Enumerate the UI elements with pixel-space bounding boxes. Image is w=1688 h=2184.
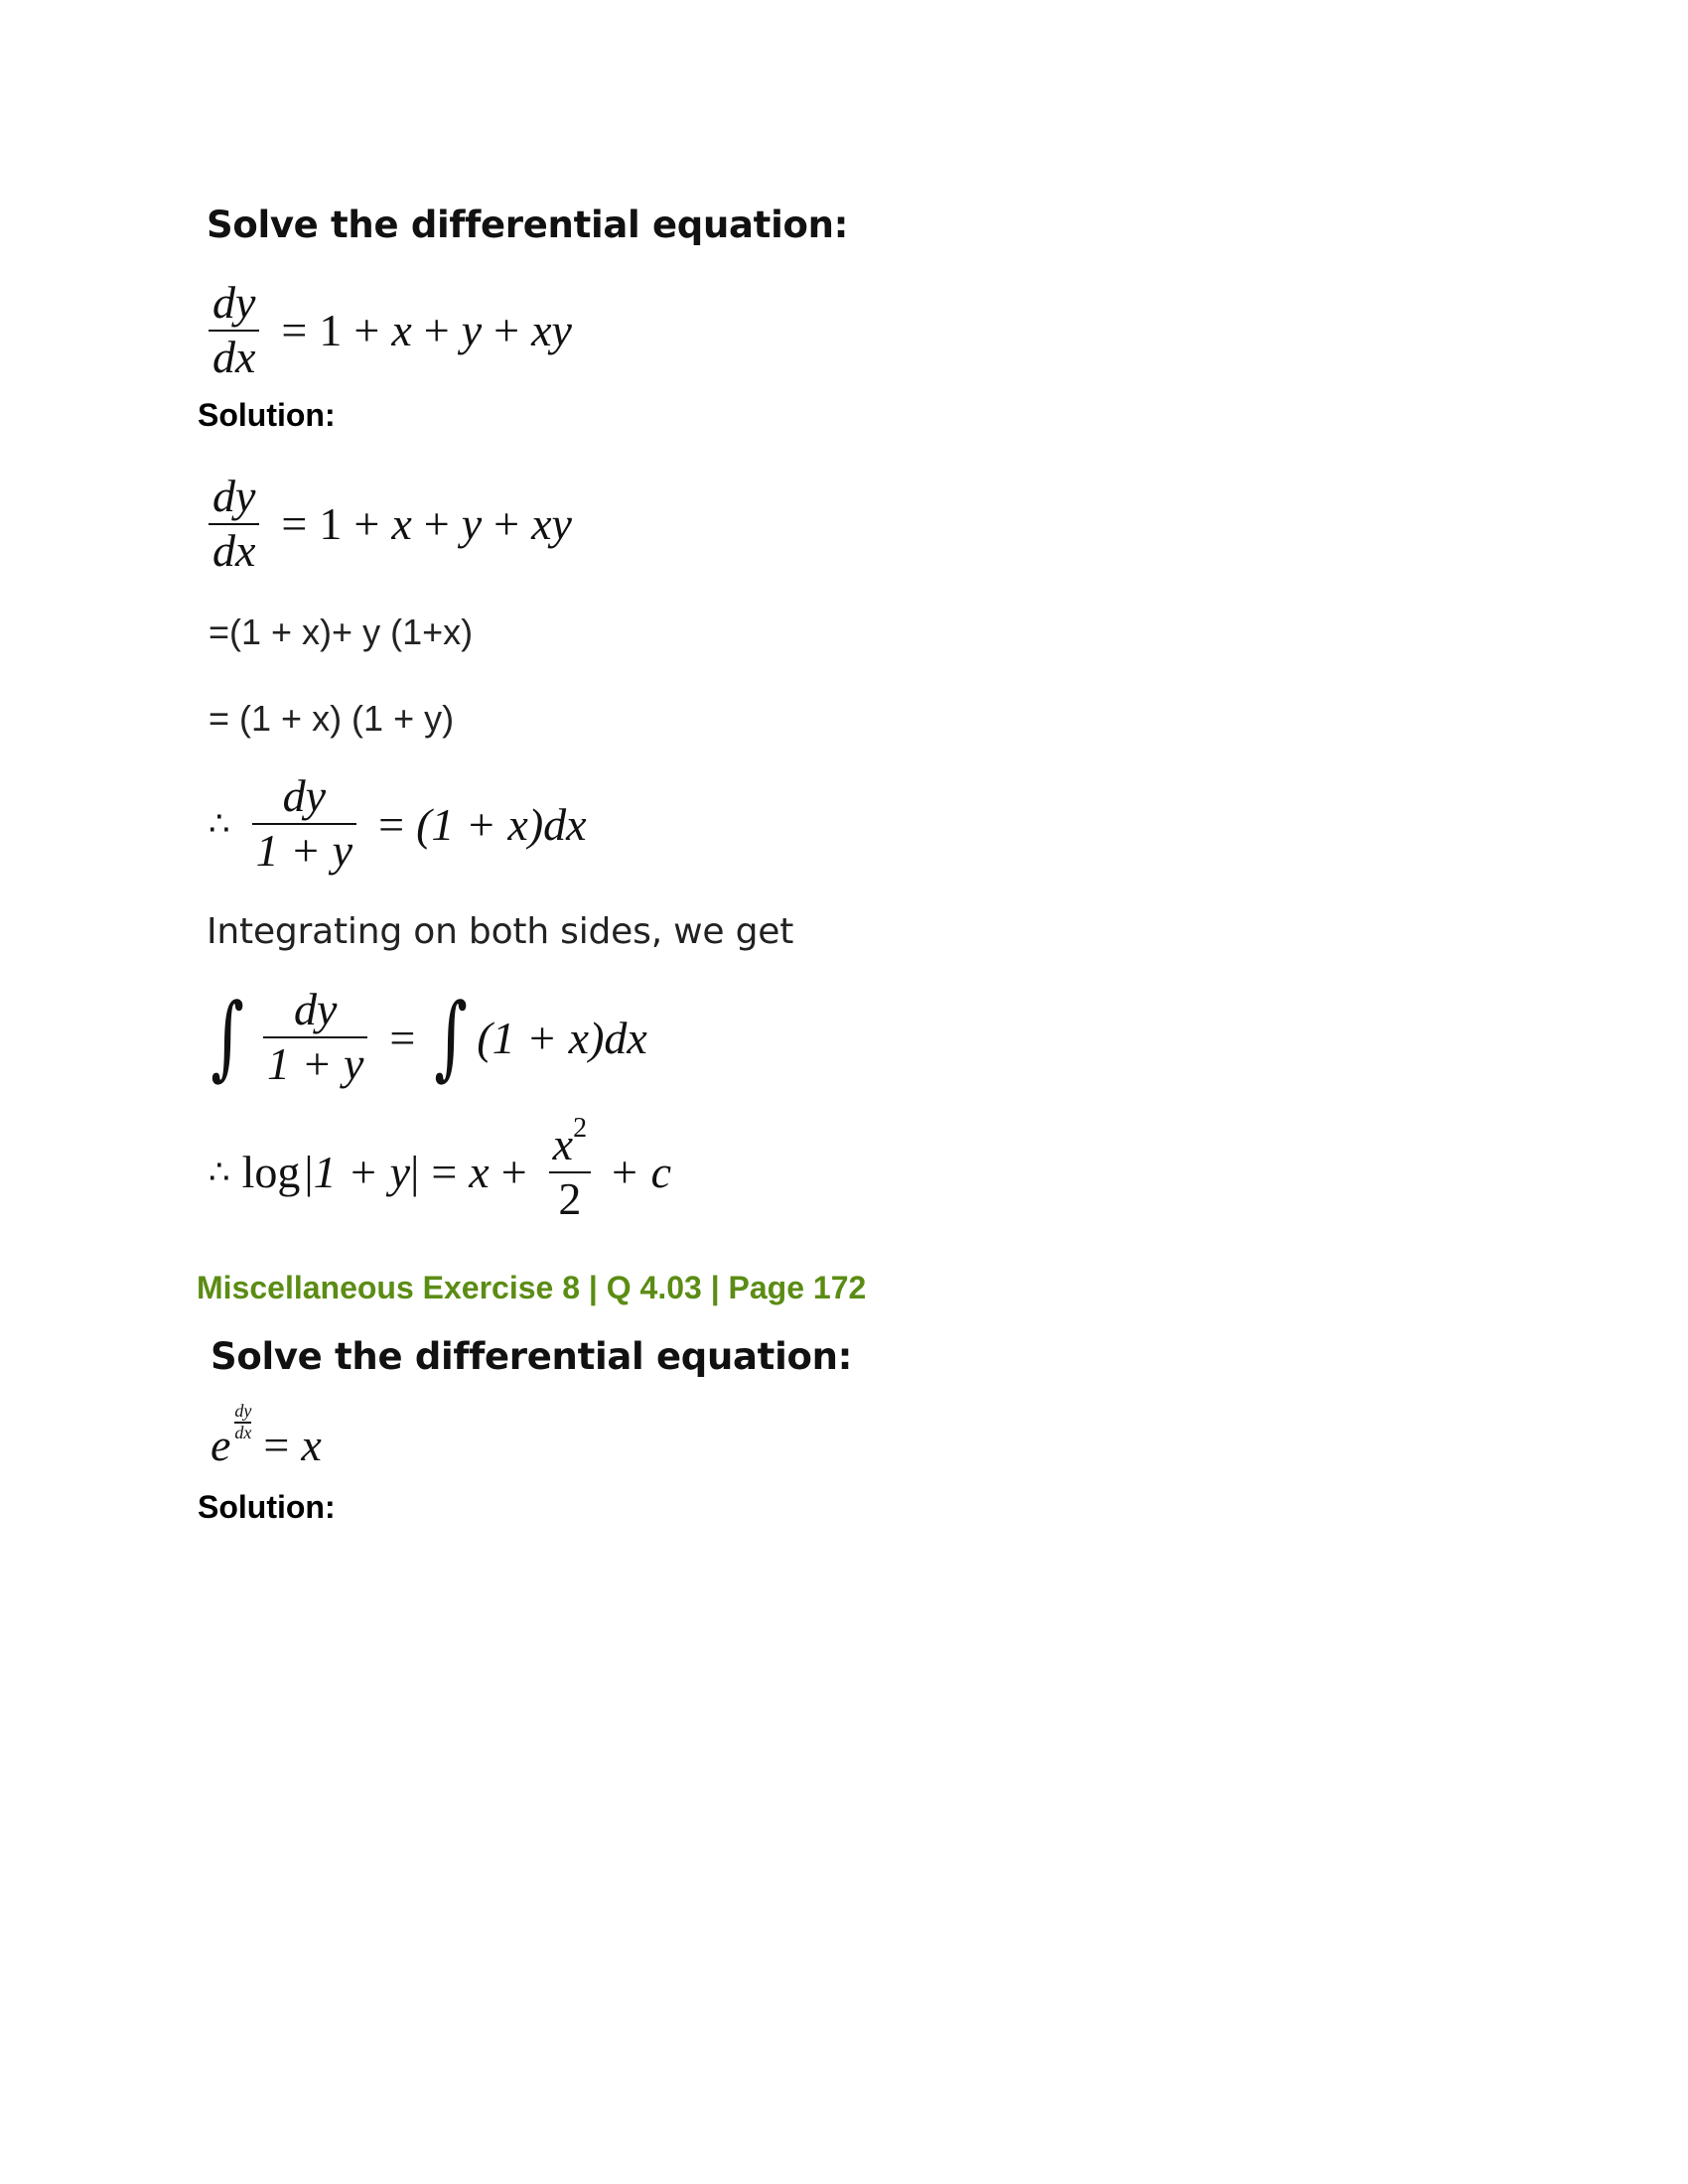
question-heading: Solve the differential equation: bbox=[207, 204, 849, 246]
therefore-symbol: ∴ bbox=[209, 806, 230, 843]
plus-sign: + bbox=[353, 498, 380, 549]
term: xy bbox=[531, 498, 572, 549]
exercise-reference: Miscellaneous Exercise 8 | Q 4.03 | Page 172 bbox=[197, 1270, 867, 1305]
base-x: x bbox=[552, 1118, 574, 1169]
fraction-dy-dx bbox=[209, 471, 259, 578]
solution-label: Solution: bbox=[198, 397, 336, 433]
term: y bbox=[461, 305, 483, 355]
fraction-x-squared-over-2 bbox=[549, 1113, 591, 1226]
question-heading: Solve the differential equation: bbox=[211, 1335, 853, 1378]
log-function: log bbox=[241, 1147, 301, 1197]
equals-sign: = bbox=[378, 798, 405, 850]
plus-sign: + bbox=[493, 305, 520, 355]
term: y bbox=[461, 498, 483, 549]
fraction-dy-over-1-plus-y bbox=[263, 984, 367, 1091]
integral-symbol: ∫ bbox=[434, 984, 469, 1090]
abs-content: 1 + y bbox=[313, 1147, 411, 1197]
denominator: dx bbox=[212, 524, 256, 576]
numerator bbox=[549, 1113, 591, 1171]
solution-step-1 bbox=[209, 467, 572, 581]
numerator: dy bbox=[282, 770, 327, 822]
numerator: dy bbox=[212, 276, 256, 328]
plus-sign: + bbox=[500, 1147, 527, 1197]
plus-sign: + bbox=[353, 305, 380, 355]
solution-step-4 bbox=[209, 764, 587, 884]
term: x bbox=[469, 1147, 490, 1197]
denominator: 1 + y bbox=[255, 825, 353, 876]
solution-step-5: Integrating on both sides, we get bbox=[207, 911, 794, 952]
integral-symbol: ∫ bbox=[211, 984, 244, 1090]
rhs-expression: (1 + x)dx bbox=[477, 1012, 647, 1063]
term: xy bbox=[531, 305, 572, 355]
fraction-dy-over-1-plus-y bbox=[252, 770, 356, 878]
term: x bbox=[391, 498, 412, 549]
numerator: dy bbox=[212, 470, 256, 521]
denominator: dx bbox=[234, 1423, 252, 1442]
equals-sign: = bbox=[389, 1012, 416, 1063]
solution-step-7 bbox=[209, 1110, 671, 1234]
equals-sign: = bbox=[281, 305, 308, 355]
denominator: dx bbox=[212, 331, 256, 382]
term: x bbox=[301, 1419, 322, 1470]
question-equation bbox=[209, 273, 572, 387]
plus-sign: + bbox=[423, 305, 450, 355]
equals-sign: = bbox=[281, 498, 308, 549]
question-equation bbox=[211, 1401, 322, 1479]
denominator: 1 + y bbox=[266, 1038, 364, 1089]
solution-label: Solution: bbox=[198, 1489, 336, 1525]
abs-bar-left: | bbox=[304, 1147, 314, 1197]
constant-term: + c bbox=[609, 1147, 672, 1197]
numerator: dy bbox=[234, 1401, 252, 1422]
exponent: 2 bbox=[573, 1113, 588, 1145]
denominator: 2 bbox=[558, 1172, 582, 1224]
equals-sign: = bbox=[263, 1419, 290, 1470]
term: 1 bbox=[319, 305, 343, 355]
solution-step-3: = (1 + x) (1 + y) bbox=[209, 698, 455, 739]
term: x bbox=[391, 305, 412, 355]
abs-bar-right: | bbox=[410, 1147, 420, 1197]
solution-step-6 bbox=[204, 978, 647, 1097]
plus-sign: + bbox=[423, 498, 450, 549]
term: 1 bbox=[319, 498, 343, 549]
numerator: dy bbox=[293, 984, 338, 1035]
exponent-fraction bbox=[234, 1402, 251, 1443]
therefore-symbol: ∴ bbox=[209, 1154, 230, 1191]
equals-sign: = bbox=[431, 1147, 458, 1197]
plus-sign: + bbox=[493, 498, 520, 549]
rhs-expression: (1 + x)dx bbox=[416, 798, 587, 850]
base-e: e bbox=[211, 1419, 231, 1470]
solution-step-2: =(1 + x)+ y (1+x) bbox=[209, 612, 474, 652]
fraction-dy-dx bbox=[209, 277, 259, 384]
